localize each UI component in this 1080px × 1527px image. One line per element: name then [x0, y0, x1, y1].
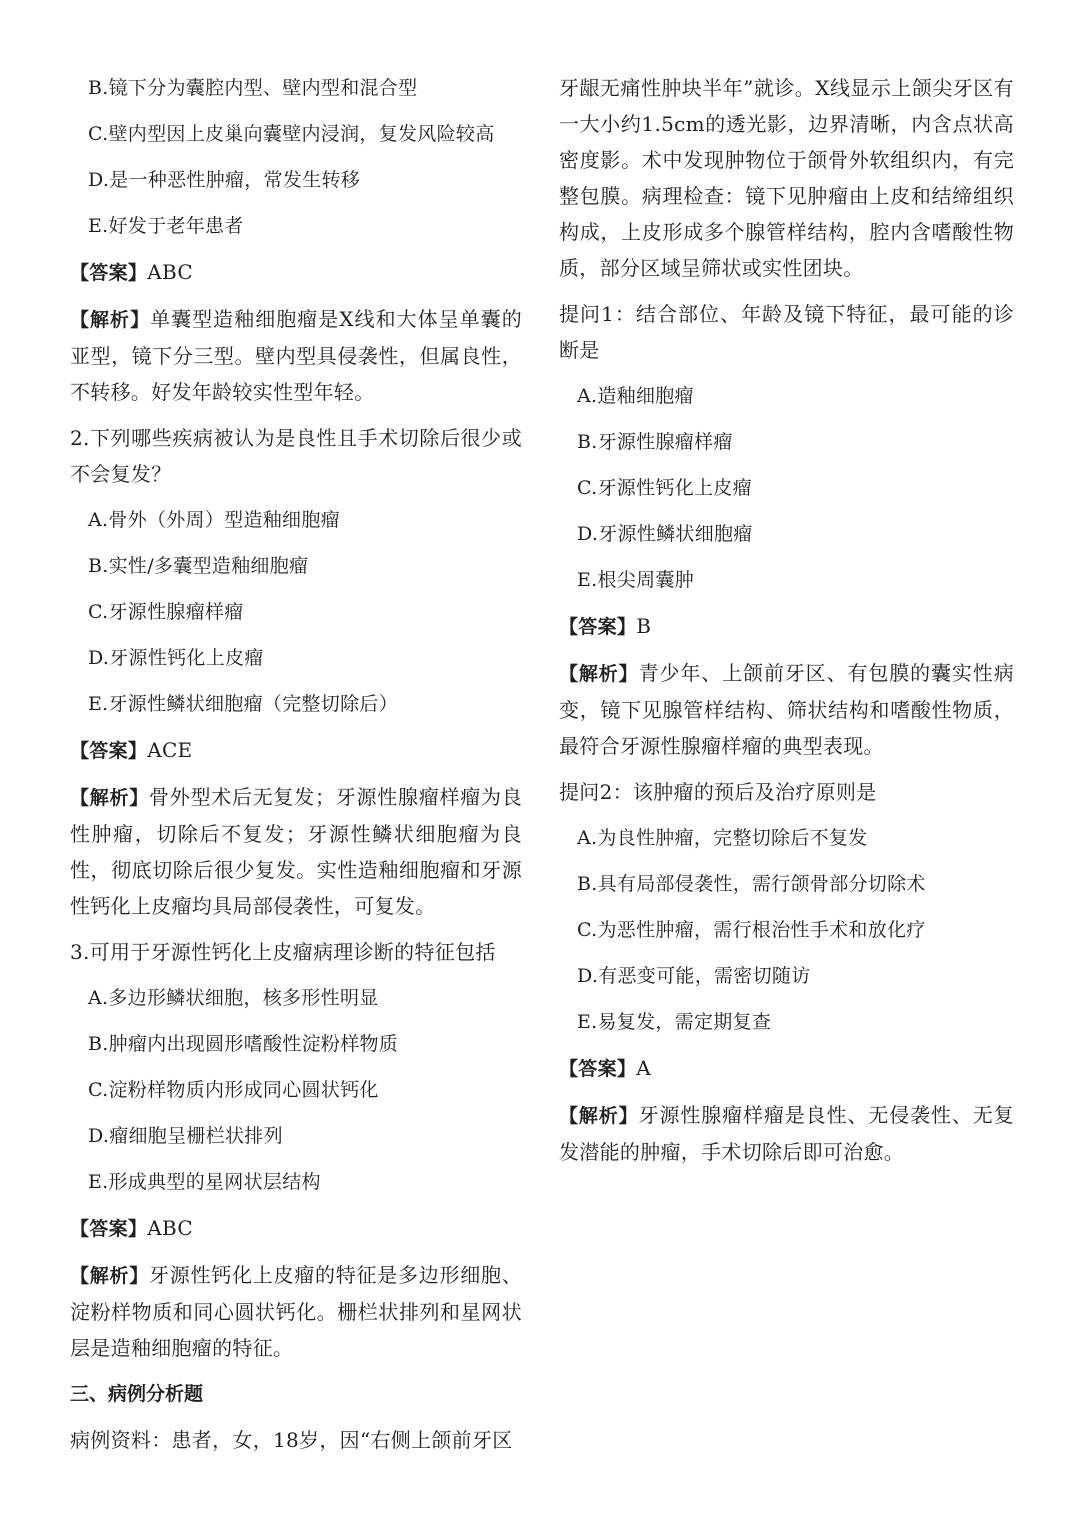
- analysis-tag: 【解析】: [559, 663, 639, 685]
- q3-stem: 3.可用于牙源性钙化上皮瘤病理诊断的特征包括: [70, 940, 496, 964]
- analysis-tag: 【解析】: [70, 1265, 149, 1287]
- q3-answer: [70, 1210, 522, 1247]
- sub2-option-b: B.具有局部侵袭性，需行颌骨部分切除术: [577, 873, 926, 895]
- sub2-option-e: E.易复发，需定期复查: [577, 1011, 772, 1033]
- q3-option-e: E.形成典型的星网状层结构: [88, 1171, 321, 1193]
- sub1-option-d: D.牙源性鳞状细胞瘤: [577, 523, 753, 545]
- case-material-continued: 牙龈无痛性肿块半年”就诊。X线显示上颌尖牙区有一大小约1.5cm的透光影，边界清晰，内含点状高密度影。术中发现肿物位于颌骨外软组织内，有完整包膜。病理检查：镜下见肿瘤由上皮和结缔组织构成，上皮形成多个腺管样结构，腔内含嗜酸性物质，部分区域呈筛状或实性团块。: [559, 76, 1014, 280]
- q1-analysis: [70, 301, 522, 410]
- sub1-stem: 提问1：结合部位、年龄及镜下特征，最可能的诊断是: [559, 302, 1014, 362]
- q2-analysis: [70, 779, 522, 924]
- q3-option-a: A.多边形鳞状细胞，核多形性明显: [88, 987, 379, 1009]
- q2-option-d: D.牙源性钙化上皮瘤: [88, 647, 264, 669]
- section-3-heading: 三、病例分析题: [70, 1383, 204, 1405]
- right-column: [559, 70, 1014, 1180]
- sub2-option-c: C.为恶性肿瘤，需行根治性手术和放化疗: [577, 919, 926, 941]
- q1-analysis-text: 单囊型造釉细胞瘤是X线和大体呈单囊的亚型，镜下分三型。壁内型具侵袭性，但属良性，不转移。好发年龄较实性型年轻。: [70, 307, 523, 404]
- q3-analysis-text: 牙源性钙化上皮瘤的特征是多边形细胞、淀粉样物质和同心圆状钙化。栅栏状排列和星网状层是造釉细胞瘤的特征。: [70, 1263, 523, 1360]
- sub2-stem: 提问2：该肿瘤的预后及治疗原则是: [559, 780, 877, 804]
- sub1-answer-value: B: [636, 614, 652, 638]
- q1-answer: [70, 254, 522, 291]
- q2-option-a: A.骨外（外周）型造釉细胞瘤: [88, 509, 340, 531]
- q1-option-d: D.是一种恶性肿瘤，常发生转移: [88, 169, 361, 191]
- case-material-start: 病例资料：患者，女，18岁，因“右侧上颌前牙区: [70, 1428, 513, 1452]
- q1-answer-value: ABC: [147, 260, 193, 284]
- q1-option-b: B.镜下分为囊腔内型、壁内型和混合型: [88, 77, 418, 99]
- sub1-option-c: C.牙源性钙化上皮瘤: [577, 477, 752, 499]
- sub1-analysis-text: 青少年、上颌前牙区、有包膜的囊实性病变，镜下见腺管样结构、筛状结构和嗜酸性物质，最符合牙源性腺瘤样瘤的典型表现。: [559, 661, 1014, 758]
- q2-option-c: C.牙源性腺瘤样瘤: [88, 601, 244, 623]
- q1-option-c: C.壁内型因上皮巢向囊壁内浸润，复发风险较高: [88, 123, 495, 145]
- q3-analysis: [70, 1257, 522, 1366]
- q3-answer-value: ABC: [147, 1216, 193, 1240]
- sub2-analysis-text: 牙源性腺瘤样瘤是良性、无侵袭性、无复发潜能的肿瘤，手术切除后即可治愈。: [559, 1103, 1014, 1164]
- q2-option-e: E.牙源性鳞状细胞瘤（完整切除后）: [88, 693, 399, 715]
- q3-option-c: C.淀粉样物质内形成同心圆状钙化: [88, 1079, 379, 1101]
- answer-tag: 【答案】: [559, 616, 637, 638]
- analysis-tag: 【解析】: [559, 1105, 639, 1127]
- answer-tag: 【答案】: [559, 1058, 637, 1080]
- q3-option-b: B.肿瘤内出现圆形嗜酸性淀粉样物质: [88, 1033, 399, 1055]
- q2-stem: 2.下列哪些疾病被认为是良性且手术切除后很少或不会复发？: [70, 426, 522, 486]
- analysis-tag: 【解析】: [70, 787, 149, 809]
- q2-answer: [70, 732, 522, 769]
- sub2-answer: [559, 1050, 1014, 1087]
- q2-option-b: B.实性/多囊型造釉细胞瘤: [88, 555, 309, 577]
- sub2-option-d: D.有恶变可能，需密切随访: [577, 965, 811, 987]
- answer-tag: 【答案】: [70, 1218, 148, 1240]
- answer-tag: 【答案】: [70, 740, 148, 762]
- sub1-option-b: B.牙源性腺瘤样瘤: [577, 431, 733, 453]
- sub1-answer: [559, 608, 1014, 645]
- left-column: [70, 70, 522, 1468]
- q2-answer-value: ACE: [147, 738, 193, 762]
- sub1-analysis: [559, 655, 1014, 764]
- sub2-analysis: [559, 1097, 1014, 1170]
- q3-option-d: D.瘤细胞呈栅栏状排列: [88, 1125, 283, 1147]
- q2-analysis-text: 骨外型术后无复发；牙源性腺瘤样瘤为良性肿瘤，切除后不复发；牙源性鳞状细胞瘤为良性，彻底切除后很少复发。实性造釉细胞瘤和牙源性钙化上皮瘤均具局部侵袭性，可复发。: [70, 785, 523, 918]
- sub1-option-a: A.造釉细胞瘤: [577, 385, 694, 407]
- sub1-option-e: E.根尖周囊肿: [577, 569, 695, 591]
- sub2-answer-value: A: [636, 1056, 651, 1080]
- analysis-tag: 【解析】: [70, 309, 151, 331]
- q1-option-e: E.好发于老年患者: [88, 215, 244, 237]
- sub2-option-a: A.为良性肿瘤，完整切除后不复发: [577, 827, 868, 849]
- answer-tag: 【答案】: [70, 262, 148, 284]
